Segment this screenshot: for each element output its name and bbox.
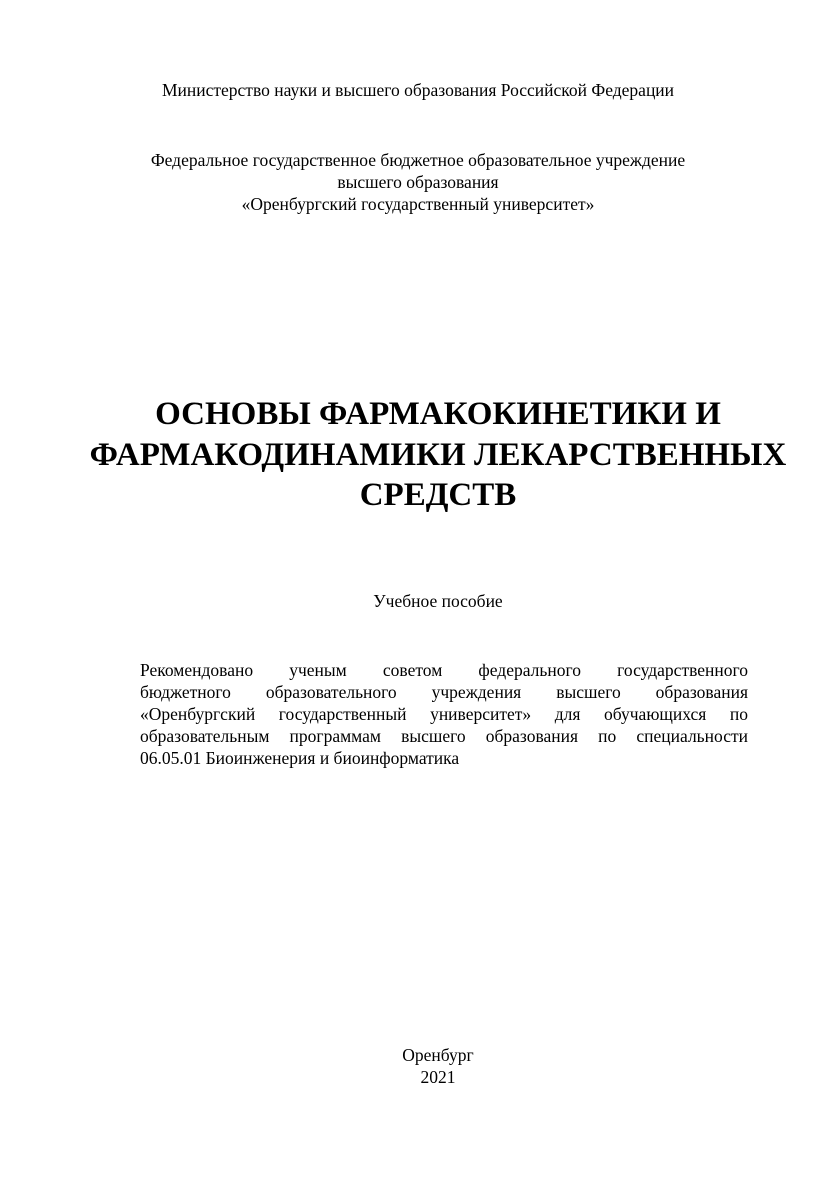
recommendation-paragraph (140, 659, 748, 769)
document-subtitle: Учебное пособие (373, 591, 503, 611)
title-line: СРЕДСТВ (359, 477, 517, 513)
institution-line: «Оренбургский государственный университет» (241, 194, 595, 214)
year: 2021 (420, 1067, 456, 1087)
paragraph-line: «Оренбургский государственный университет» для обучающихся по (140, 704, 748, 724)
paragraph-line: Рекомендовано ученым советом федерального государственного (140, 660, 748, 680)
institution-line: высшего образования (337, 172, 499, 192)
institution-line: Федеральное государственное бюджетное образовательное учреждение (150, 150, 686, 170)
city: Оренбург (402, 1045, 474, 1065)
paragraph-line: бюджетного образовательного учреждения высшего образования (140, 682, 748, 702)
paragraph-line: 06.05.01 Биоинженерия и биоинформатика (140, 748, 460, 768)
title-line: ОСНОВЫ ФАРМАКОКИНЕТИКИ И (155, 396, 721, 432)
title-line: ФАРМАКОДИНАМИКИ ЛЕКАРСТВЕННЫХ (89, 437, 787, 473)
paragraph-line: образовательным программам высшего образования по специальности (140, 726, 748, 746)
ministry-name: Министерство науки и высшего образования Российской Федерации (161, 80, 675, 100)
